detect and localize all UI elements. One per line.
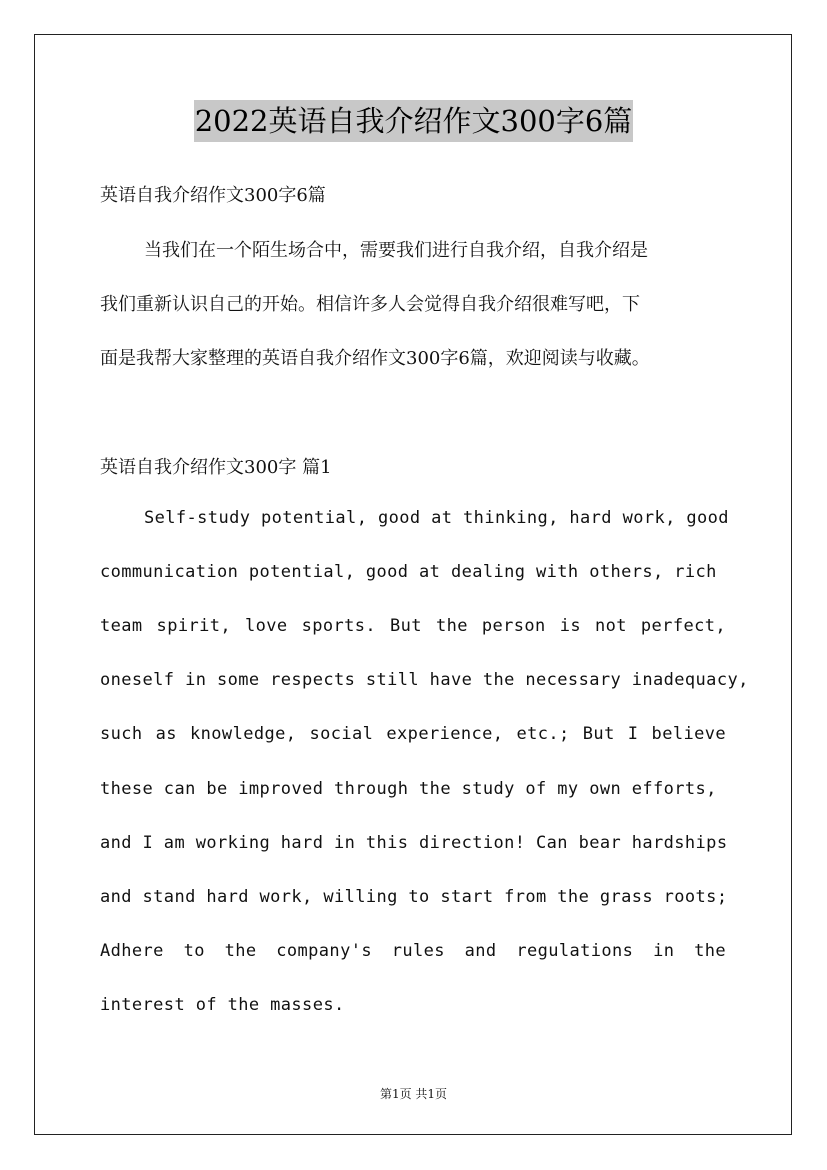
section-heading: 英语自我介绍作文300字 篇1 <box>100 457 332 478</box>
intro-line-1: 当我们在一个陌生场合中，需要我们进行自我介绍，自我介绍是 <box>144 240 648 261</box>
title-container <box>0 100 827 142</box>
body-line-1: Self-study potential, good at thinking, hard work, good <box>144 508 729 528</box>
body-line-6: these can be improved through the study of my own efforts, <box>100 779 717 799</box>
body-line-7: and I am working hard in this direction! Can bear hardships <box>100 833 728 853</box>
body-line-4: oneself in some respects still have the necessary inadequacy, <box>100 670 749 690</box>
page-footer: 第1页 共1页 <box>379 1087 448 1101</box>
intro-line-2: 我们重新认识自己的开始。相信许多人会觉得自我介绍很难写吧，下 <box>100 294 640 315</box>
body-line-2: communication potential, good at dealing with others, rich <box>100 562 717 582</box>
document-subtitle: 英语自我介绍作文300字6篇 <box>100 185 326 206</box>
body-line-8: and stand hard work, willing to start from the grass roots; <box>100 887 728 907</box>
body-line-10: interest of the masses. <box>100 995 345 1015</box>
body-line-9: Adhere to the company's rules and regulations in the <box>100 941 726 961</box>
document-title: 2022英语自我介绍作文300字6篇 <box>194 100 634 142</box>
intro-line-3: 面是我帮大家整理的英语自我介绍作文300字6篇，欢迎阅读与收藏。 <box>100 348 650 369</box>
body-line-3: team spirit, love sports. But the person is not perfect, <box>100 616 726 636</box>
body-line-5: such as knowledge, social experience, etc.; But I believe <box>100 724 726 744</box>
